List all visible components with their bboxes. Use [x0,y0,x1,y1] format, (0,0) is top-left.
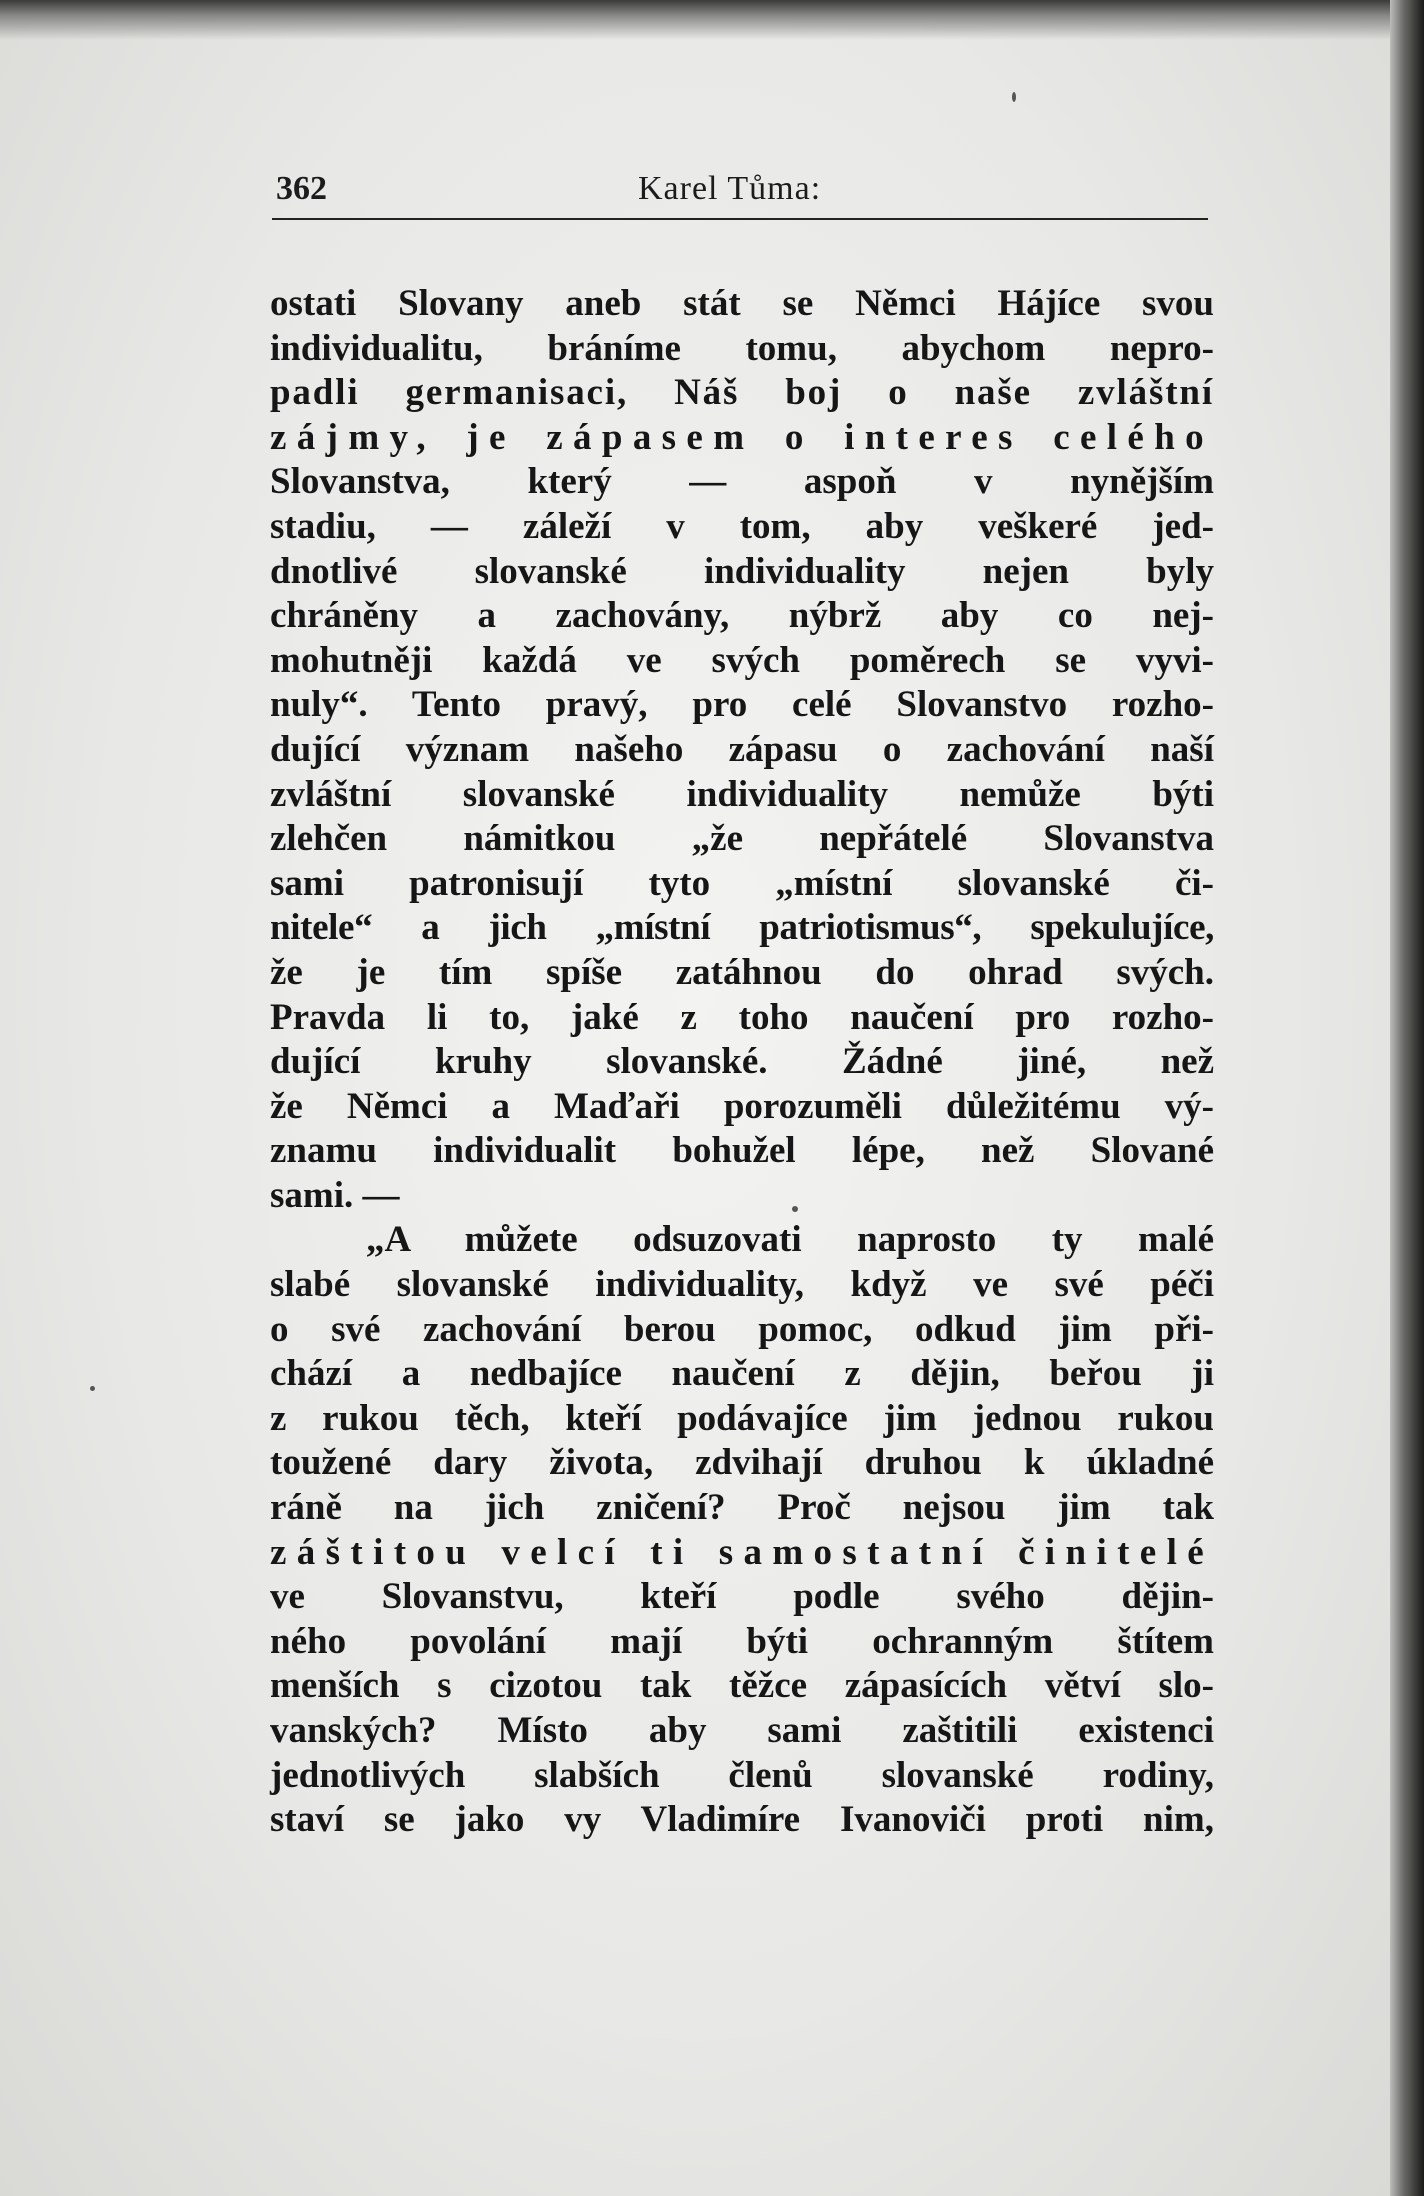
text-line: ného povolání mají býti ochranným štítem [270,1620,1214,1662]
text-line: stadiu, — záleží v tom, aby veškeré jed- [270,505,1214,547]
running-head: Karel Tůma: [638,170,822,207]
text-line: ve Slovanstvu, kteří podle svého dějin- [270,1576,1214,1618]
text-line: zlehčen námitkou „že nepřátelé Slovanstva [270,818,1214,860]
text-line: ostati Slovany aneb stát se Němci Hájíce svou [270,283,1214,324]
text-line: nuly“. Tento pravý, pro celé Slovanstvo rozho- [270,684,1214,726]
text-line: zájmy, je zápasem o interes celého [270,416,1214,458]
text-line: záštitou velcí ti samostatní činitelé [270,1531,1214,1573]
text-line: menších s cizotou tak těžce zápasících větví slo- [270,1665,1214,1707]
page-header [272,168,1208,220]
text-line: „A můžete odsuzovati naprosto ty malé [366,1219,1214,1261]
text-line: slabé slovanské individuality, když ve své péči [270,1264,1214,1306]
text-line: staví se jako vy Vladimíre Ivanoviči proti nim, [270,1799,1214,1841]
text-line: dující kruhy slovanské. Žádné jiné, než [270,1041,1214,1083]
text-line: z rukou těch, kteří podávajíce jim jednou rukou [270,1397,1214,1439]
text-line: vanských? Místo aby sami zaštitili existenci [270,1710,1214,1751]
text-line: že Němci a Maďaři porozuměli důležitému vý- [270,1085,1214,1127]
scan-speck [792,1206,798,1212]
text-line: sami. — [270,1174,400,1216]
text-line: dující význam našeho zápasu o zachování naší [270,728,1214,770]
scan-speck [1012,92,1016,102]
text-line: chráněny a zachovány, nýbrž aby co nej- [270,595,1214,637]
book-spine-edge [1390,0,1424,2196]
text-line: chází a nedbajíce naučení z dějin, beřou ji [270,1353,1214,1395]
text-line: o své zachování berou pomoc, odkud jim při- [270,1308,1214,1350]
scan-speck [90,1386,95,1391]
text-line: individualitu, bráníme tomu, abychom nepro- [270,327,1214,369]
text-line: sami patronisují tyto „místní slovanské či- [270,862,1214,904]
text-line: zvláštní slovanské individuality nemůže býti [270,773,1214,815]
text-line: padli germanisaci, Náš boj o naše zvláštní [270,372,1214,414]
text-line: nitele“ a jich „místní patriotismus“, spekulujíce, [270,907,1214,949]
text-line: Slovanstva, který — aspoň v nynějším [270,461,1214,503]
text-line: dnotlivé slovanské individuality nejen byly [270,550,1214,592]
text-line: ráně na jich zničení? Proč nejsou jim tak [270,1487,1214,1529]
body-text [270,282,1214,1843]
page-number: 362 [276,170,327,207]
text-line: znamu individualit bohužel lépe, než Slované [270,1130,1214,1172]
text-line: jednotlivých slabších členů slovanské rodiny, [270,1754,1214,1796]
text-line: mohutněji každá ve svých poměrech se vyvi- [270,639,1214,681]
text-line: Pravda li to, jaké z toho naučení pro rozho- [270,996,1214,1038]
scan-top-shadow [0,0,1390,40]
text-line: toužené dary života, zdvihají druhou k úkladné [270,1442,1214,1484]
text-line: že je tím spíše zatáhnou do ohrad svých. [270,951,1214,993]
